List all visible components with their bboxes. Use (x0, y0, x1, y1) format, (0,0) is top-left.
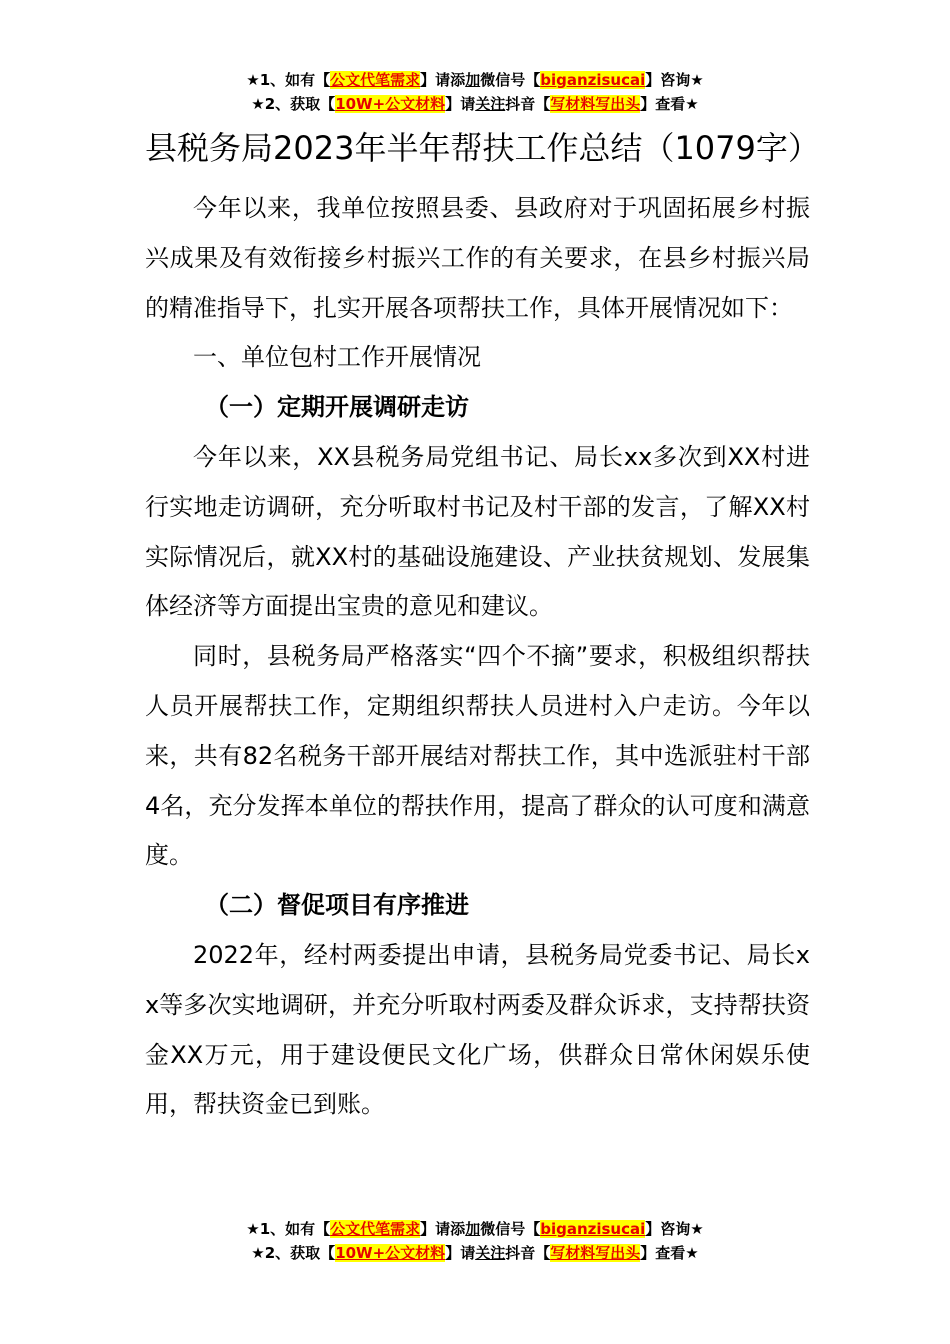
promo-highlight: 公文代笔需求 (330, 71, 421, 89)
promo-text: ★2、获取【 (251, 95, 336, 113)
promo-text: 微信号【 (480, 71, 541, 89)
promo-underline: 加 (465, 1220, 481, 1238)
promo-text: 】咨询★ (645, 1220, 704, 1238)
promo-highlight: 写材料写出头 (550, 95, 641, 113)
promo-banner-bottom (0, 1217, 950, 1265)
section-heading: 一、单位包村工作开展情况 (193, 343, 481, 372)
promo-highlight: biganzisucai (540, 1220, 646, 1238)
subsection-heading: （一）定期开展调研走访 (205, 393, 469, 422)
promo-text: ★2、获取【 (251, 1244, 336, 1262)
promo-line-1 (0, 1217, 950, 1241)
document-title: 县税务局2023年半年帮扶工作总结（1079字） (145, 129, 820, 167)
promo-text: 】请添 (420, 1220, 466, 1238)
promo-underline: 加 (465, 71, 481, 89)
body-paragraph: 2022年，经村两委提出申请，县税务局党委书记、局长xx等多次实地调研，并充分听取村两委及群众诉求，支持帮扶资金XX万元，用于建设便民文化广场，供群众日常休闲娱乐使用，帮扶资金已到账。 (145, 940, 810, 1119)
promo-text: 】查看★ (640, 95, 699, 113)
promo-underline: 关注 (475, 1244, 506, 1262)
subsection-heading: （二）督促项目有序推进 (205, 891, 469, 920)
promo-text: 抖音【 (505, 95, 551, 113)
promo-banner-top (0, 68, 950, 116)
promo-highlight: 写材料写出头 (550, 1244, 641, 1262)
promo-text: ★1、如有【 (246, 71, 331, 89)
body-paragraph: 同时，县税务局严格落实“四个不摘”要求，积极组织帮扶人员开展帮扶工作，定期组织帮扶人员进村入户走访。今年以来，共有82名税务干部开展结对帮扶工作，其中选派驻村干部4名，充分发挥本单位的帮扶作用，提高了群众的认可度和满意度。 (145, 642, 810, 870)
promo-text: 】请 (445, 95, 476, 113)
promo-line-2 (0, 1241, 950, 1265)
promo-highlight: 10W+公文材料 (335, 1244, 446, 1262)
promo-highlight: 公文代笔需求 (330, 1220, 421, 1238)
promo-text: 微信号【 (480, 1220, 541, 1238)
intro-paragraph: 今年以来，我单位按照县委、县政府对于巩固拓展乡村振兴成果及有效衔接乡村振兴工作的有关要求，在县乡村振兴局的精准指导下，扎实开展各项帮扶工作，具体开展情况如下： (145, 194, 810, 322)
promo-text: ★1、如有【 (246, 1220, 331, 1238)
promo-underline: 关注 (475, 95, 506, 113)
promo-line-2 (0, 92, 950, 116)
promo-line-1 (0, 68, 950, 92)
promo-text: 】请 (445, 1244, 476, 1262)
document-body (145, 124, 820, 1130)
promo-text: 】请添 (420, 71, 466, 89)
promo-text: 】咨询★ (645, 71, 704, 89)
promo-text: 】查看★ (640, 1244, 699, 1262)
body-paragraph: 今年以来，XX县税务局党组书记、局长xx多次到XX村进行实地走访调研，充分听取村书记及村干部的发言，了解XX村实际情况后，就XX村的基础设施建设、产业扶贫规划、发展集体经济等方面提出宝贵的意见和建议。 (145, 442, 810, 621)
promo-text: 抖音【 (505, 1244, 551, 1262)
promo-highlight: biganzisucai (540, 71, 646, 89)
promo-highlight: 10W+公文材料 (335, 95, 446, 113)
